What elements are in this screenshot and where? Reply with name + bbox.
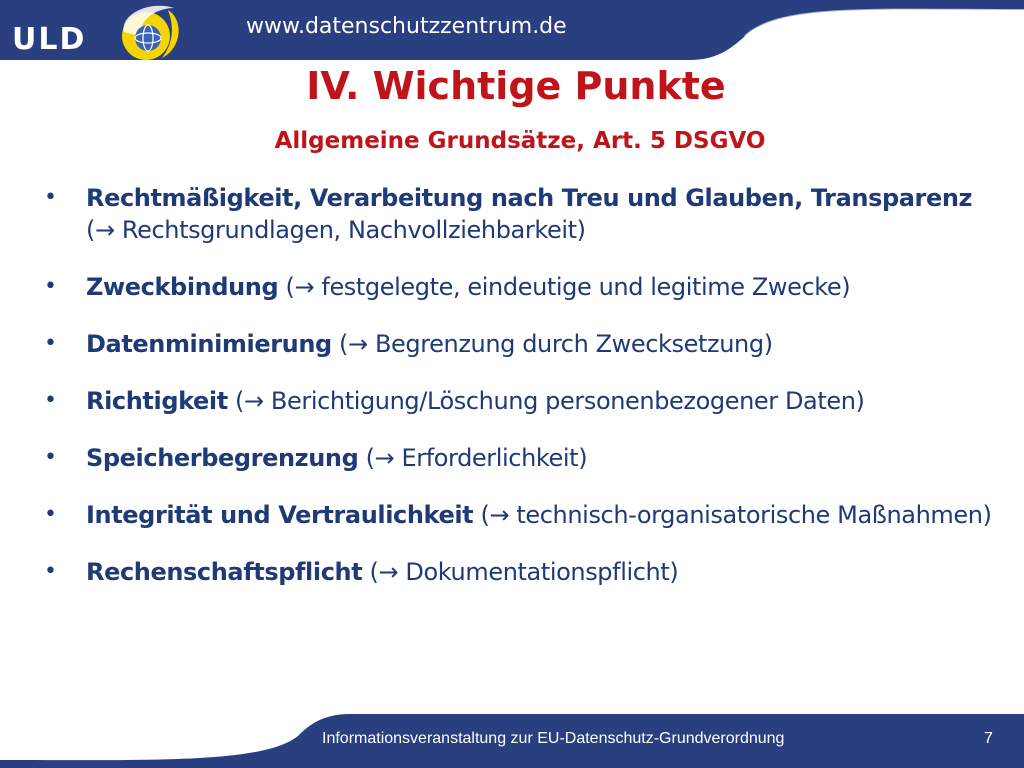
principle-term: Integrität und Vertraulichkeit xyxy=(86,501,474,529)
principle-term: Rechenschaftspflicht xyxy=(86,558,363,586)
slide-title: IV. Wichtige Punkte xyxy=(306,64,726,108)
list-item xyxy=(44,442,994,474)
principle-detail: (→ Rechtsgrundlagen, Nachvollziehbarkeit) xyxy=(86,216,586,244)
principle-term: Datenminimierung xyxy=(86,330,332,358)
list-item xyxy=(44,385,994,417)
list-item xyxy=(44,556,994,588)
bullet-icon: • xyxy=(44,559,57,584)
slide-subtitle: Allgemeine Grundsätze, Art. 5 DSGVO xyxy=(274,128,766,154)
principles-list xyxy=(44,182,994,613)
bullet-icon: • xyxy=(44,445,57,470)
logo-emblem-icon xyxy=(110,2,190,66)
principle-term: Zweckbindung xyxy=(86,273,279,301)
logo-text: ULD xyxy=(12,22,87,57)
list-item xyxy=(44,499,994,531)
svg-text:ULD xyxy=(12,22,86,57)
bullet-icon: • xyxy=(44,274,57,299)
list-item xyxy=(44,182,994,246)
principle-detail: (→ Dokumentationspflicht) xyxy=(362,558,679,586)
uld-logo xyxy=(0,0,112,60)
footer-title: Informationsveranstaltung zur EU-Datenschutz-Grundverordnung xyxy=(322,730,785,747)
principle-term: Rechtmäßigkeit, Verarbeitung nach Treu und Glauben, Transparenz xyxy=(86,184,973,212)
list-item xyxy=(44,271,994,303)
bullet-icon: • xyxy=(44,331,57,356)
principle-detail: (→ Erforderlichkeit) xyxy=(358,444,588,472)
page-number: 7 xyxy=(984,730,993,747)
principle-detail: (→ Berichtigung/Löschung personenbezogener Daten) xyxy=(227,387,865,415)
bullet-icon: • xyxy=(44,502,57,527)
list-item xyxy=(44,328,994,360)
principle-detail: (→ Begrenzung durch Zwecksetzung) xyxy=(331,330,773,358)
principle-detail: (→ festgelegte, eindeutige und legitime Zwecke) xyxy=(278,273,851,301)
principle-term: Richtigkeit xyxy=(86,387,228,415)
principle-term: Speicherbegrenzung xyxy=(86,444,359,472)
site-url-link[interactable]: www.datenschutzzentrum.de xyxy=(246,14,567,39)
bullet-icon: • xyxy=(44,185,57,210)
bullet-icon: • xyxy=(44,388,57,413)
principle-detail: (→ technisch-organisatorische Maßnahmen) xyxy=(473,501,992,529)
